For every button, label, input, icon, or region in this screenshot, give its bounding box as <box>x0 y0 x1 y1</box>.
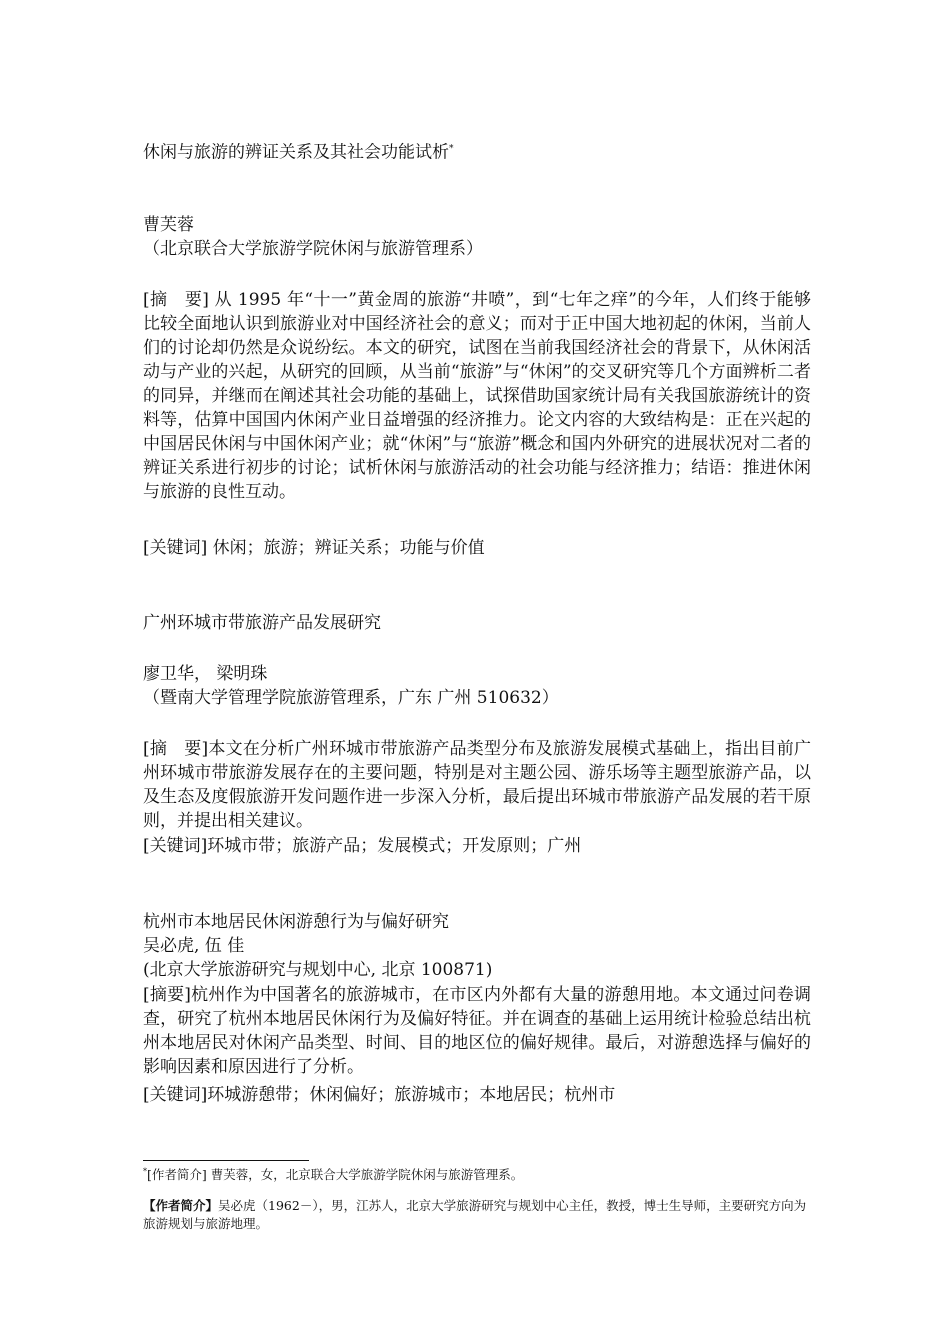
footnote-mark: * <box>449 144 454 154</box>
article-3-affiliation: (北京大学旅游研究与规划中心, 北京 100871) <box>143 960 493 980</box>
article-1-affiliation: （北京联合大学旅游学院休闲与旅游管理系） <box>143 239 483 259</box>
article-1-abstract: [摘 要] 从 1995 年“十一”黄金周的旅游“井喷”，到“七年之痒”的今年，人们终于能够比较全面地认识到旅游业对中国经济社会的意义；而对于正中国大地初起的休闲，当前人们的讨论却仍然是众说纷纭。本文的研究，试图在当前我国经济社会的背景下，从休闲活动与产业的兴起，从研究的回顾，从当前“旅游”与“休闲”的交叉研究等几个方面辨析二者的同异，并继而在阐述其社会功能的基础上，试探借助国家统计局有关我国旅游统计的资料等，估算中国国内休闲产业日益增强的经济推力。论文内容的大致结构是：正在兴起的中国居民休闲与中国休闲产业；就“休闲”与“旅游”概念和国内外研究的进展状况对二者的辨证关系进行初步的讨论；试析休闲与旅游活动的社会功能与经济推力；结语：推进休闲与旅游的良性互动。 <box>143 290 811 502</box>
footnote-1 <box>143 1163 813 1184</box>
article-3-abstract: [摘要]杭州作为中国著名的旅游城市，在市区内外都有大量的游憩用地。本文通过问卷调查，研究了杭州本地居民休闲行为及偏好特征。并在调查的基础上运用统计检验总结出杭州本地居民对休闲产品类型、时间、目的地区位的偏好规律。最后，对游憩选择与偏好的影响因素和原因进行了分析。 <box>143 985 811 1077</box>
article-3-keywords: [关键词]环城游憩带；休闲偏好；旅游城市；本地居民；杭州市 <box>143 1085 616 1105</box>
article-3-authors: 吴必虎, 伍 佳 <box>143 936 245 956</box>
article-2-affiliation: （暨南大学管理学院旅游管理系，广东 广州 510632） <box>143 688 559 708</box>
footnote-2 <box>143 1197 813 1233</box>
article-2-title: 广州环城市带旅游产品发展研究 <box>143 613 381 633</box>
footnote-1-text: [作者简介] 曹芙蓉，女，北京联合大学旅游学院休闲与旅游管理系。 <box>147 1167 524 1183</box>
footnote-1-mark: * <box>143 1167 147 1176</box>
article-2-keywords: [关键词]环城市带；旅游产品；发展模式；开发原则；广州 <box>143 836 582 856</box>
footnote-2-label: 【作者简介】 <box>143 1198 219 1213</box>
article-2-abstract: [摘 要]本文在分析广州环城市带旅游产品类型分布及旅游发展模式基础上，指出目前广州环城市带旅游发展存在的主要问题，特别是对主题公园、游乐场等主题型旅游产品，以及生态及度假旅游开发问题作进一步深入分析，最后提出环城市带旅游产品发展的若干原则，并提出相关建议。 <box>143 739 811 831</box>
footnote-2-text: 吴必虎（1962－），男，江苏人，北京大学旅游研究与规划中心主任，教授，博士生导师，主要研究方向为旅游规划与旅游地理。 <box>143 1198 807 1231</box>
article-3-title: 杭州市本地居民休闲游憩行为与偏好研究 <box>143 912 449 932</box>
article-1-keywords: [关键词] 休闲；旅游；辨证关系；功能与价值 <box>143 538 485 558</box>
article-2-authors: 廖卫华， 梁明珠 <box>143 664 268 684</box>
footnote-separator <box>143 1160 309 1161</box>
article-1-title: 休闲与旅游的辨证关系及其社会功能试析* <box>143 142 454 163</box>
article-1-authors: 曹芙蓉 <box>143 215 194 235</box>
